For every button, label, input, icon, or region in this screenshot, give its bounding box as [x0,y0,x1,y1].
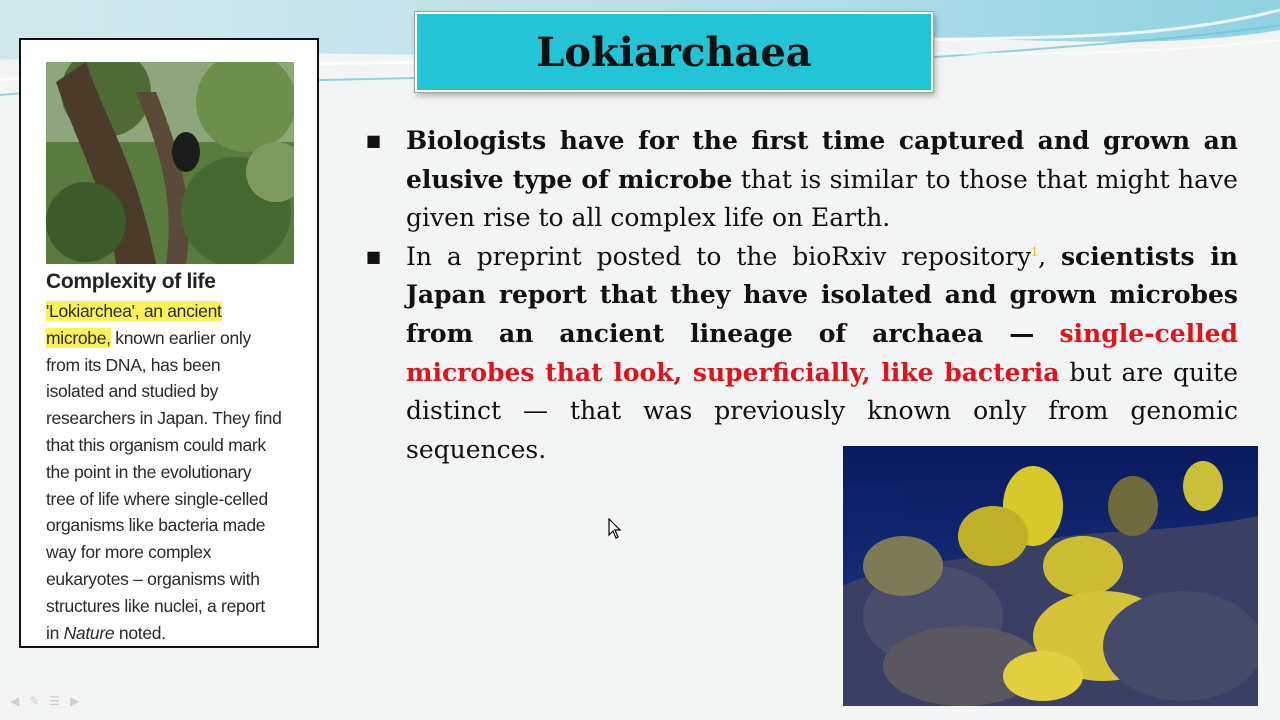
square-bullet-icon: ■ [366,246,382,266]
clipping-highlight-1: 'Lokiarchea', an ancient [46,301,222,321]
clipping-line: way for more complex [46,542,212,563]
slide-title-box [415,12,933,92]
clipping-body [46,298,308,646]
footnote-marker: 1 [1031,245,1039,259]
clipping-line: eukaryotes – organisms with [46,568,260,589]
slideshow-controls[interactable] [10,694,79,708]
bullet-text: In a preprint posted to the bioRxiv repository [406,241,1032,271]
clipping-line: that this organism could mark [46,434,266,455]
bullet-bold-text: Biologists have for the first time captured and grown an elusive type of microbe [406,126,1238,194]
bullet-text: , [1038,241,1061,271]
bullet-text: but are quite distinct — that was previously known only from genomic sequences. [406,357,1238,464]
square-bullet-icon: ■ [366,131,382,150]
bullet-item [366,122,1238,238]
pen-icon[interactable]: ✎ [29,694,40,708]
clipping-source: Nature [63,622,115,643]
clipping-line: structures like nuclei, a report [46,595,265,616]
clipping-line: isolated and studied by [46,381,219,402]
clipping-heading: Complexity of life [46,270,216,293]
clipping-line: the point in the evolutionary [46,461,252,482]
clipping-line: in [46,622,64,643]
clipping-line: tree of life where single-celled [46,488,268,509]
bullet-list [366,122,1238,469]
bullet-red-text: single-celled microbes that look, superficially, like bacteria [406,318,1238,387]
forest-photo-icon [46,62,294,264]
bullet-bold-text: scientists in Japan report that they have isolated and grown microbes from an ancient lineage of archaea — [406,241,1238,348]
newspaper-clipping [19,38,319,648]
prev-slide-icon[interactable]: ◀ [10,694,20,708]
clipping-line: known earlier only [110,327,251,348]
bullet-space [1034,319,1059,348]
hydrothermal-vent-photo-icon [843,446,1258,706]
clipping-line: researchers in Japan. They find [46,408,282,429]
next-slide-icon[interactable]: ▶ [70,694,80,708]
slide-title: Lokiarchaea [536,28,812,76]
clipping-line: from its DNA, has been [46,354,221,375]
bullet-item [366,238,1238,470]
clipping-highlight-2: microbe, [46,327,111,348]
clipping-line: organisms like bacteria made [46,515,266,536]
clipping-line: noted. [114,622,166,643]
mouse-pointer-icon [608,518,622,540]
bullet-text: that is similar to those that might have given rise to all complex life on Earth. [406,164,1238,233]
menu-icon[interactable]: ☰ [49,694,61,708]
